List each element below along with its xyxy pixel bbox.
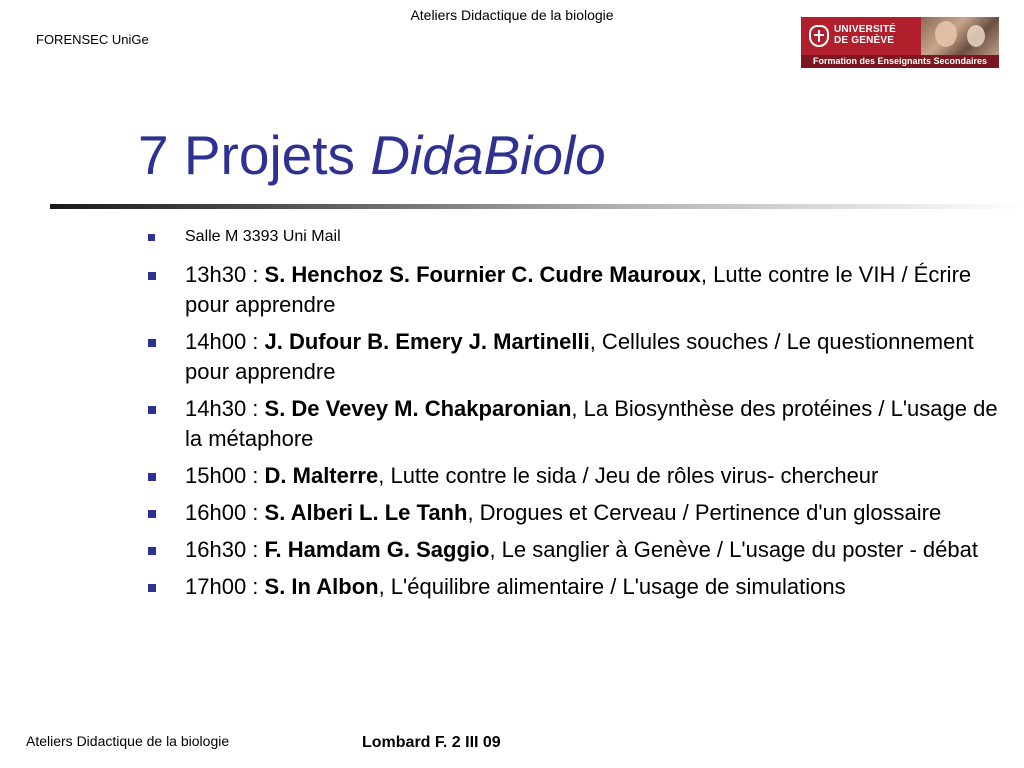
header-org-label: FORENSEC UniGe xyxy=(36,32,149,47)
location-text: Salle M 3393 Uni Mail xyxy=(185,228,341,245)
item-names: S. In Albon xyxy=(264,574,379,599)
bullet-icon xyxy=(148,584,156,592)
list-item xyxy=(148,394,1003,454)
bullet-icon xyxy=(148,510,156,518)
bullet-icon xyxy=(148,473,156,481)
bullet-icon xyxy=(148,547,156,555)
footer-author-date: Lombard F. 2 III 09 xyxy=(362,734,501,751)
logo-tagline: Formation des Enseignants Secondaires xyxy=(801,55,999,68)
slide-title-italic: DidaBiolo xyxy=(370,124,606,186)
list-item-location xyxy=(148,226,1003,248)
item-description: , Lutte contre le sida / Jeu de rôles virus- chercheur xyxy=(378,463,879,488)
item-names: D. Malterre xyxy=(264,463,379,488)
item-description: , Drogues et Cerveau / Pertinence d'un glossaire xyxy=(467,500,942,525)
list-item xyxy=(148,327,1003,387)
bullet-icon xyxy=(148,406,156,414)
slide-title xyxy=(138,122,606,188)
item-description: , Cellules souches / Le questionnement pour apprendre xyxy=(185,329,974,384)
list-item xyxy=(148,260,1003,320)
item-names: S. Henchoz S. Fournier C. Cudre Mauroux xyxy=(264,262,701,287)
item-time: 17h00 : xyxy=(185,574,265,599)
item-description: , La Biosynthèse des protéines / L'usage de la métaphore xyxy=(185,396,998,451)
list-item xyxy=(148,535,1003,565)
list-item xyxy=(148,498,1003,528)
university-crest-icon xyxy=(809,25,829,47)
item-names: J. Dufour B. Emery J. Martinelli xyxy=(264,329,590,354)
logo-name-line1: UNIVERSITÉ xyxy=(834,24,897,35)
item-time: 13h30 : xyxy=(185,262,265,287)
bullet-icon xyxy=(148,272,156,280)
footer-course-label: Ateliers Didactique de la biologie xyxy=(26,733,230,749)
title-divider xyxy=(50,204,1024,209)
item-time: 15h00 : xyxy=(185,463,265,488)
bullet-icon xyxy=(148,339,156,347)
item-names: F. Hamdam G. Saggio xyxy=(264,537,490,562)
slide-title-plain: 7 Projets xyxy=(138,124,371,186)
bullet-icon xyxy=(148,234,155,241)
project-list xyxy=(148,226,1003,609)
item-description: , L'équilibre alimentaire / L'usage de simulations xyxy=(378,574,846,599)
item-description: , Lutte contre le VIH / Écrire pour apprendre xyxy=(185,262,972,317)
item-names: S. De Vevey M. Chakparonian xyxy=(264,396,572,421)
list-item xyxy=(148,572,1003,602)
item-time: 16h00 : xyxy=(185,500,265,525)
university-logo xyxy=(801,17,999,68)
list-item xyxy=(148,461,1003,491)
item-time: 16h30 : xyxy=(185,537,265,562)
item-time: 14h00 : xyxy=(185,329,265,354)
header-title: Ateliers Didactique de la biologie xyxy=(410,7,614,23)
logo-name-line2: DE GENÈVE xyxy=(834,35,895,46)
item-description: , Le sanglier à Genève / L'usage du poster - débat xyxy=(489,537,978,562)
item-names: S. Alberi L. Le Tanh xyxy=(264,500,468,525)
item-time: 14h30 : xyxy=(185,396,265,421)
logo-university-name xyxy=(834,24,896,46)
